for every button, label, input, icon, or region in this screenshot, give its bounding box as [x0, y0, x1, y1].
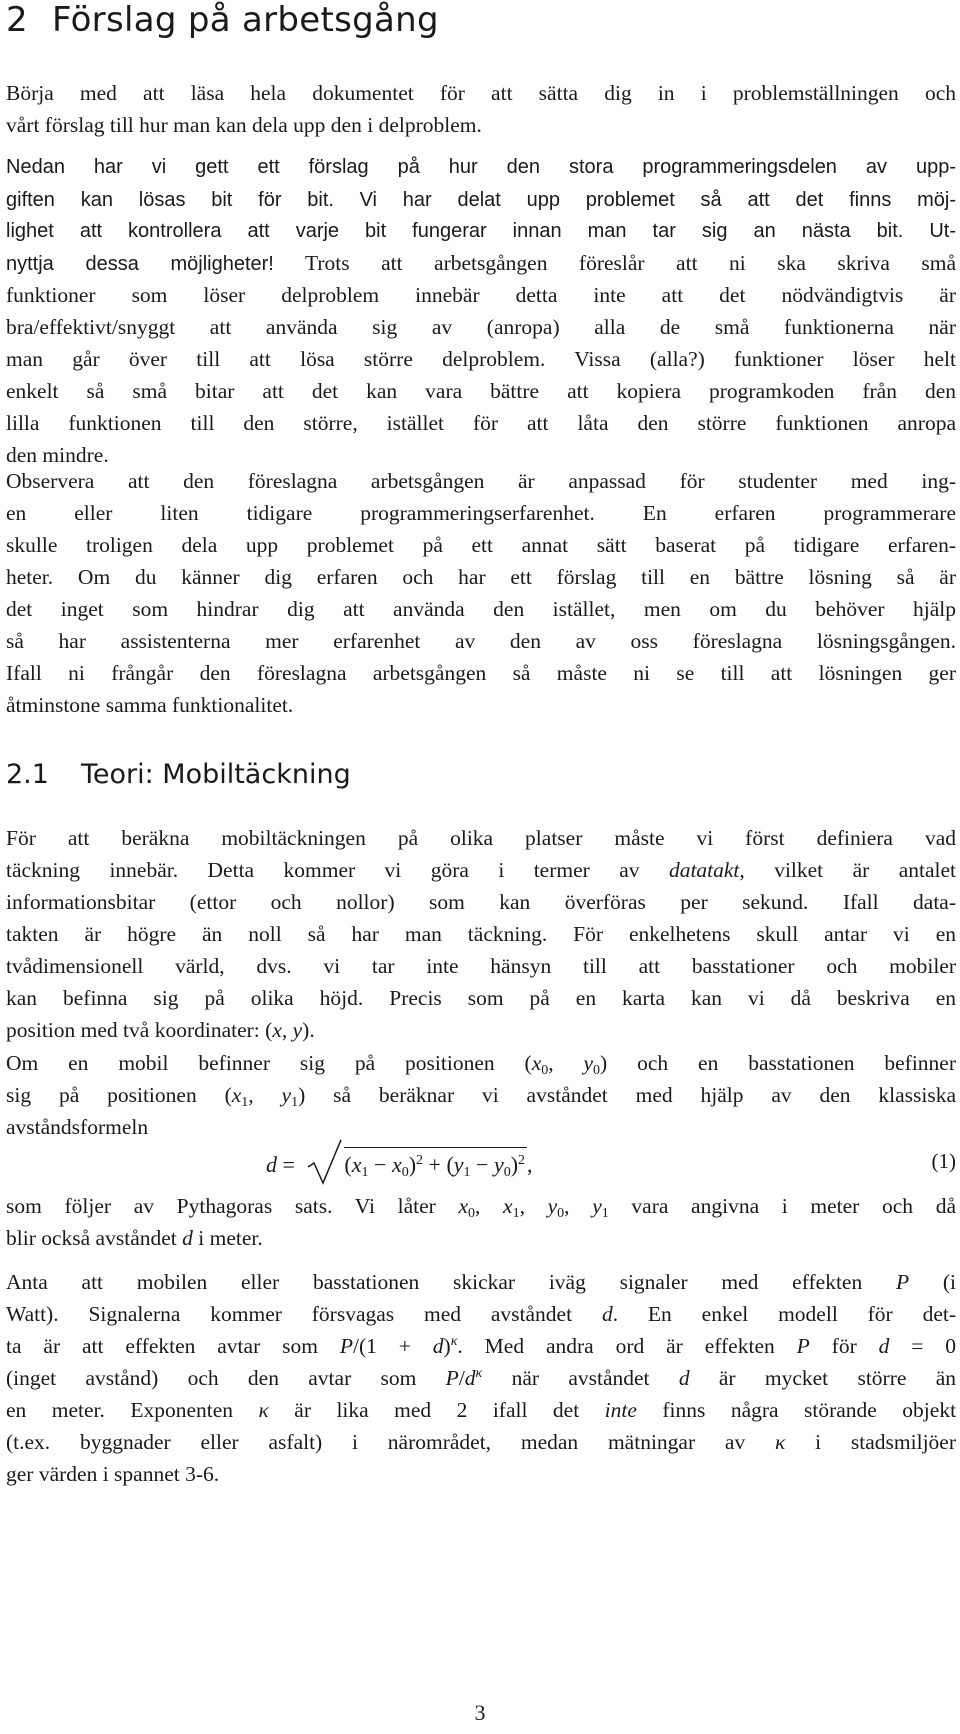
page-number: 3	[474, 1700, 486, 1725]
equation-body: d = $(x_1 - x_0)^2 + (y_1 - y_0)^2$,	[266, 1147, 533, 1178]
text-line: informationsbitar (ettor och nollor) som kan överföras per sekund. Ifall data-	[6, 890, 956, 914]
text-line	[6, 1047, 956, 1079]
text-span: lighet att kontrollera att varje bit fungerar innan man tar sig an nästa bit.	[6, 220, 904, 242]
text-line	[6, 247, 956, 279]
math-x0y0: ($x_0$, $y_0$)	[524, 1051, 608, 1078]
text-span: Vi har delat upp problemet så att det finns möj-	[359, 189, 956, 211]
text-line: den mindre.	[6, 443, 109, 467]
text-line: man går över till att lösa större delproblem. Vissa (alla?) funktioner löser helt	[6, 347, 956, 371]
text-line: blir också avståndet d i meter.	[6, 1226, 263, 1250]
text-span: är lika med 2 ifall det	[294, 1398, 580, 1422]
math-decay: $P/(1 + d)^\kappa$	[339, 1334, 458, 1358]
text-span: i stadsmiljöer	[815, 1430, 957, 1454]
emphasis-inte: inte	[604, 1398, 637, 1422]
text-span: blir också avståndet	[6, 1226, 177, 1250]
text-line	[6, 215, 956, 247]
text-span: Ut-	[929, 220, 956, 242]
text-span: nyttja dessa möjligheter!	[6, 253, 274, 275]
text-span: för	[831, 1334, 857, 1358]
text-span: täckning innebär. Detta kommer vi göra i termer av	[6, 858, 669, 882]
equation-number: (1)	[931, 1149, 956, 1173]
text-span: Watt). Signalerna kommer försvagas med avståndet	[6, 1302, 573, 1326]
text-line: (inget avstånd) och den avtar som $P/d^\kappa$ när avståndet d är mycket större än	[6, 1366, 956, 1390]
text-span: . Med andra ord är effekten	[457, 1334, 775, 1358]
text-span: i meter.	[198, 1226, 263, 1250]
text-span: finns några störande objekt	[662, 1398, 957, 1422]
term-datatakt: datatakt	[668, 858, 740, 882]
text-span: som följer av Pythagoras sats. Vi låter	[6, 1194, 436, 1218]
text-line: ta är att effekten avtar som $P/(1 + d)^\kappa$. Med andra ord är effekten P för d = 0	[6, 1334, 957, 1358]
text-line: Anta att mobilen eller basstationen skickar iväg signaler med effekten P (i	[6, 1270, 957, 1294]
text-span: (i	[942, 1270, 957, 1294]
text-span: är mycket större än	[718, 1366, 956, 1390]
sqrt-symbol: $(x_1 - x_0)^2 + (y_1 - y_0)^2$,	[306, 1147, 532, 1178]
math-xy: (x, y).	[265, 1018, 315, 1042]
subsection-number: 2.1	[6, 759, 49, 790]
text-line: Börja med att läsa hela dokumentet för att sätta dig in i problemställningen och	[6, 81, 956, 105]
math-x1y1: ($x_1$, $y_1$)	[224, 1083, 306, 1110]
text-span: när avståndet	[511, 1366, 650, 1390]
text-span: giften kan lösas bit för bit.	[6, 189, 334, 211]
text-line: så har assistenterna mer erfarenhet av den av oss föreslagna lösningsgången.	[6, 629, 956, 653]
text-line: ger värden i spannet 3-6.	[6, 1462, 220, 1486]
text-span: position med två koordinater:	[6, 1018, 260, 1042]
subsection-heading	[6, 758, 351, 792]
subsection-title: Teori: Mobiltäckning	[80, 759, 351, 790]
text-line: Nedan har vi gett ett förslag på hur den stora programmeringsdelen av upp-	[6, 156, 956, 178]
math-far-decay: $P/d^\kappa$	[445, 1366, 483, 1390]
text-span: (t.ex. byggnader eller asfalt) i närområdet, medan mätningar av	[6, 1430, 746, 1454]
section-heading	[6, 0, 439, 40]
text-span: Trots att arbetsgången föreslår att ni ska skriva små	[304, 251, 956, 275]
text-span: , vilket är antalet	[739, 858, 956, 882]
text-line	[6, 854, 956, 886]
section-title: Förslag på arbetsgång	[51, 0, 439, 40]
text-span: en meter. Exponenten	[6, 1398, 234, 1422]
text-span: ta är att effekten avtar som	[6, 1334, 318, 1358]
text-line: Observera att den föreslagna arbetsgången är anpassad för studenter med ing-	[6, 469, 956, 493]
math-variables: $x_0$, $x_1$, $y_0$, $y_1$	[458, 1194, 609, 1221]
text-span: (inget avstånd) och den avtar som	[6, 1366, 417, 1390]
text-line: en meter. Exponenten κ är lika med 2 ifall det inte finns några störande objekt	[6, 1398, 957, 1422]
text-line: åtminstone samma funktionalitet.	[6, 693, 294, 717]
text-span: vara angivna i meter och då	[631, 1194, 956, 1218]
equation-distance	[266, 1137, 956, 1187]
text-line: takten är högre än noll så har man täckning. För enkelhetens skull antar vi en	[6, 922, 956, 946]
text-span: Om en mobil befinner sig på positionen	[6, 1051, 495, 1075]
section-number: 2	[6, 0, 28, 40]
text-span: och en basstationen befinner	[637, 1051, 957, 1075]
text-line: heter. Om du känner dig erfaren och har ett förslag till en bättre lösning så är	[6, 565, 956, 589]
text-span: sig på positionen	[6, 1083, 197, 1107]
text-span: så beräknar vi avståndet med hjälp av den klassiska	[333, 1083, 957, 1107]
text-span: . En enkel modell för det-	[612, 1302, 956, 1326]
text-line	[6, 1190, 956, 1222]
text-line: kan befinna sig på olika höjd. Precis som på en karta kan vi då beskriva en	[6, 986, 956, 1010]
math-d-zero: d = 0	[878, 1334, 957, 1358]
text-line	[6, 183, 956, 215]
text-line: en eller liten tidigare programmeringserfarenhet. En erfaren programmerare	[6, 501, 956, 525]
text-line: enkelt så små bitar att det kan vara bättre att kopiera programkoden från den	[6, 379, 956, 403]
text-line: Ifall ni frångår den föreslagna arbetsgången så måste ni se till att lösningen ger	[6, 661, 956, 685]
text-line: vårt förslag till hur man kan dela upp den i delproblem.	[6, 113, 482, 137]
text-line	[6, 1014, 956, 1046]
text-span: Anta att mobilen eller basstationen skickar iväg signaler med effekten	[6, 1270, 863, 1294]
text-line: det inget som hindrar dig att använda den istället, men om du behöver hjälp	[6, 597, 956, 621]
radical-icon	[306, 1139, 342, 1185]
text-line: tvådimensionell värld, dvs. vi tar inte hänsyn till att basstationer och mobiler	[6, 954, 956, 978]
text-line: bra/effektivt/snyggt att använda sig av (anropa) alla de små funktionerna när	[6, 315, 956, 339]
text-line: För att beräkna mobiltäckningen på olika platser måste vi först definiera vad	[6, 826, 956, 850]
text-line: funktioner som löser delproblem innebär detta inte att det nödvändigtvis är	[6, 283, 956, 307]
text-line: avståndsformeln	[6, 1115, 149, 1139]
text-line: skulle troligen dela upp problemet på ett annat sätt baserat på tidigare erfaren-	[6, 533, 956, 557]
text-line: (t.ex. byggnader eller asfalt) i närområdet, medan mätningar av κ i stadsmiljöer	[6, 1430, 957, 1454]
text-line: Watt). Signalerna kommer försvagas med avståndet d. En enkel modell för det-	[6, 1302, 956, 1326]
text-line	[6, 1079, 956, 1111]
text-line: lilla funktionen till den större, istället för att låta den större funktionen anropa	[6, 411, 956, 435]
